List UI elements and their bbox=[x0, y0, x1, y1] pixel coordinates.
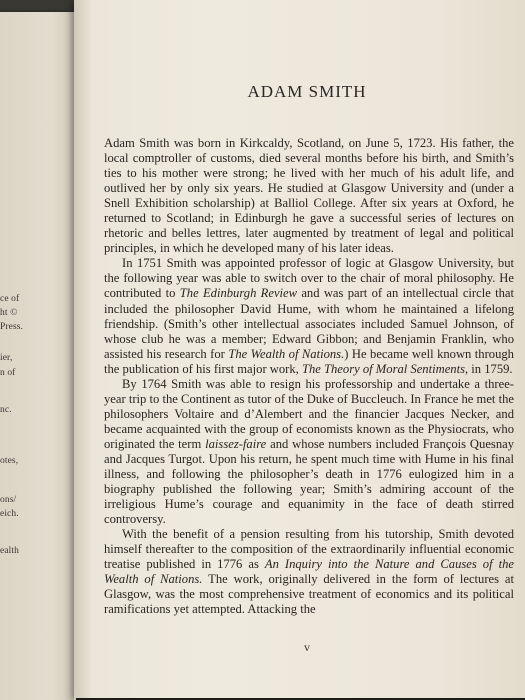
italic-title-text: The Theory of Moral Sentiments bbox=[301, 361, 465, 376]
italic-title-text: The Edinburgh Review bbox=[179, 286, 298, 301]
left-page-fragment: ce of bbox=[0, 294, 20, 304]
paragraph bbox=[104, 136, 514, 256]
paragraph bbox=[104, 527, 514, 617]
paragraph-text: By 1764 Smith was able to resign his professorship and undertake a three-year trip to the Continent as tutor of the Duke of Buccleuch. In France he met the philosophers Voltaire and d’Alembert and the financier Jacques Necker, and became acquainted with the group of economists known as the Physiocrats, who originated the term bbox=[104, 376, 514, 451]
paragraph-text: and whose numbers included François Quesnay and Jacques Turgot. Upon his return, he spent much time with Hume in his final illness, and following the philosopher’s death in 1776 eulogized him in a biography published the following year; Smith’s admiring account of the irreligious Hume’s courage and equanimity in the face of death stirred controversy. bbox=[104, 436, 514, 527]
left-page-fragment: ealth bbox=[0, 546, 19, 556]
italic-title-text: An Inquiry into the Nature and Causes of the Wealth of Nations. bbox=[104, 557, 514, 587]
left-page-fragment: ht © bbox=[0, 308, 18, 318]
left-page-fragment: otes, bbox=[0, 456, 19, 466]
body-text bbox=[104, 136, 514, 618]
page-number: v bbox=[304, 640, 310, 654]
paragraph-text: , in 1759. bbox=[464, 361, 513, 376]
italic-title-text: laissez-faire bbox=[205, 436, 267, 451]
italic-title-text: The Wealth of Nations. bbox=[228, 346, 345, 361]
left-page-fragment: Press. bbox=[0, 322, 24, 332]
left-page-fragment: nc. bbox=[0, 405, 12, 415]
left-page-fragment: eich. bbox=[0, 509, 19, 519]
paragraph-text: Adam Smith was born in Kirkcaldy, Scotland, on June 5, 1723. His father, the local comptroller of customs, died several months before his birth, and Smith’s ties to his mother were strong; he lived with her much of his adult life, and outlived her by only six years. He studied at Glasgow University and (under a Snell Exhibition scholarship) at Balliol College. After six years at Oxford, he returned to Scotland; in Edinburgh he gave a successful series of lectures on rhetoric and belles lettres, later augmented by treatment of legal and political principles, in which he developed many of his later ideas. bbox=[104, 136, 514, 256]
paragraph-text: ) He became well known through the publication of his first major work, bbox=[104, 346, 514, 376]
left-page bbox=[0, 12, 78, 700]
paragraph-text: and was part of an intellectual circle that included the philosopher David Hume, with whom he maintained a lifelong friendship. (Smith’s other intellectual associates included Samuel Johnson, of whose club he was a member; Edward Gibbon; and Benjamin Franklin, who assisted his research for bbox=[104, 286, 514, 361]
right-page bbox=[74, 0, 525, 700]
paragraph-text: In 1751 Smith was appointed professor of logic at Glasgow University, but the following year was able to switch over to the chair of moral philosophy. He contributed to bbox=[104, 256, 514, 301]
page-title: ADAM SMITH bbox=[247, 82, 367, 101]
paragraph-text: With the benefit of a pension resulting from his tutorship, Smith devoted himself thereafter to the composition of the extraordinarily influential economic treatise published in 1776 as bbox=[104, 527, 514, 572]
page-content bbox=[96, 0, 518, 700]
left-page-fragment: n of bbox=[0, 368, 16, 378]
left-page-fragment: ier, bbox=[0, 353, 13, 363]
paragraph bbox=[104, 377, 514, 527]
left-page-fragment: ons/ bbox=[0, 495, 17, 505]
paragraph bbox=[104, 256, 514, 376]
paragraph-text: The work, originally delivered in the form of lectures at Glasgow, was the most comprehensive treatment of economics and its political ramifications yet attempted. Attacking the bbox=[104, 572, 514, 617]
